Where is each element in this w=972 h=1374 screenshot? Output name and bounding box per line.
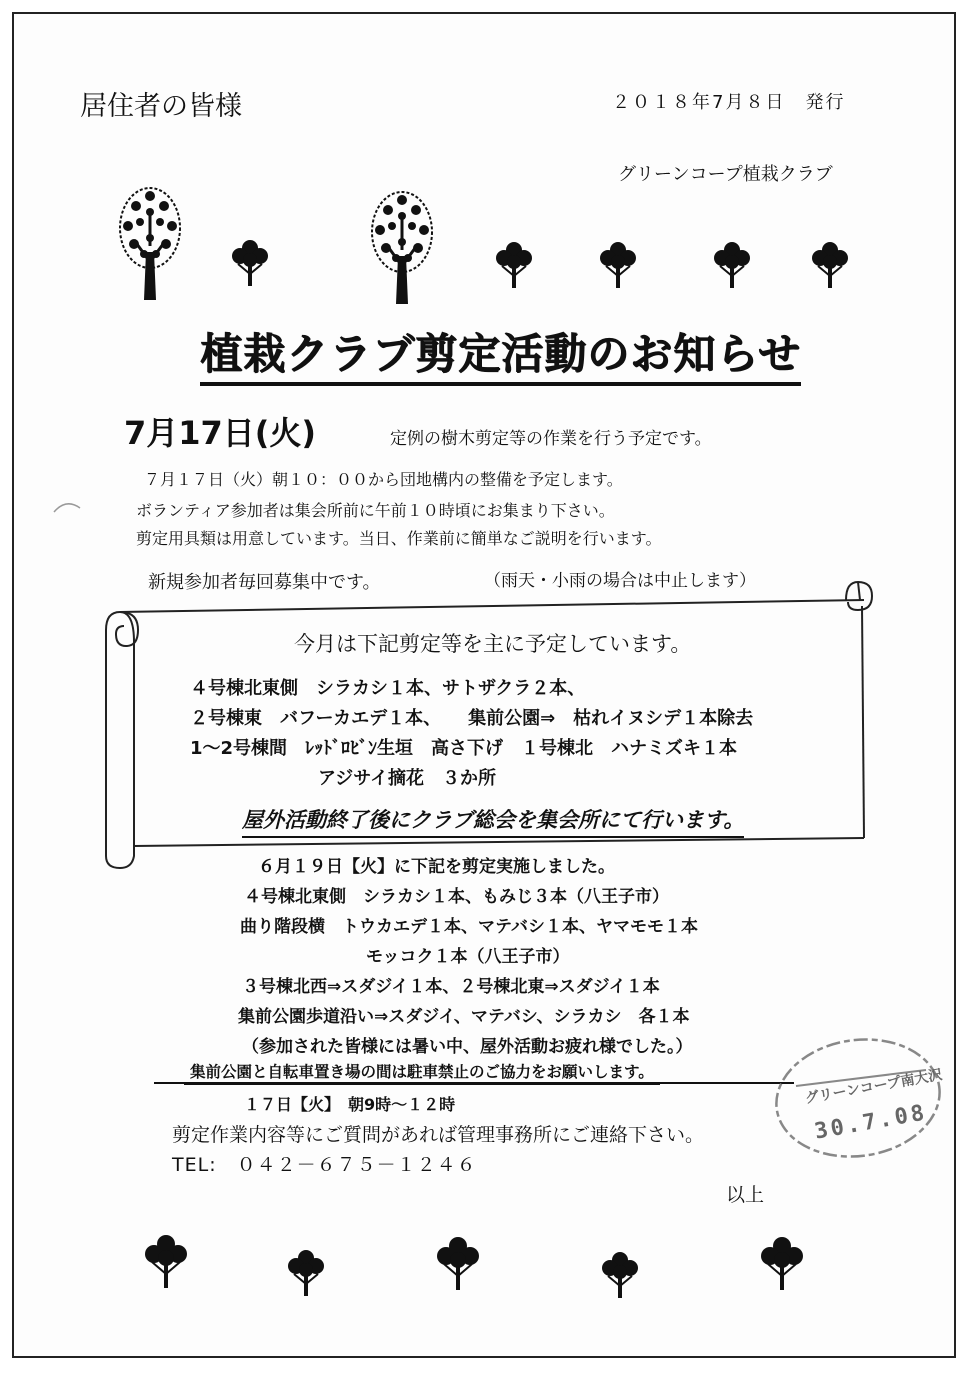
recipient: 居住者の皆様 <box>80 91 242 122</box>
issuer: グリーンコープ植栽クラブ <box>618 164 833 185</box>
plan-item: 1～2号棟間 ﾚｯﾄﾞﾛﾋﾞﾝ生垣 高さ下げ １号棟北 ハナミズキ１本 <box>190 738 738 759</box>
stamp-date: 30.7.08 <box>812 1100 930 1145</box>
meeting-notice: 屋外活動終了後にクラブ総会を集会所にて行います。 <box>242 804 744 838</box>
done-line: モッコク１本（八王子市） <box>366 947 570 967</box>
telephone: TEL: ０４２－６７５－１２４６ <box>172 1154 477 1176</box>
tree-icon <box>598 1246 642 1300</box>
tree-icon <box>492 236 536 290</box>
tree-icon <box>758 1232 806 1292</box>
page-title: 植栽クラブ剪定活動のお知らせ <box>200 326 801 386</box>
done-line: ４号棟北東側 シラカシ１本、もみじ３本（八王子市） <box>244 887 669 907</box>
tree-icon <box>434 1232 482 1292</box>
done-line: （参加された皆様には暑い中、屋外活動お疲れ様でした。） <box>242 1037 693 1057</box>
tree-icon <box>228 234 272 288</box>
plan-item: ２号棟東 バフーカエデ１本、 集前公園⇒ 枯れイヌシデ１本除去 <box>190 708 754 729</box>
recruit-note: 新規参加者毎回募集中です。 <box>148 572 381 593</box>
closing: 以上 <box>726 1184 765 1206</box>
hole-punch-mark <box>52 498 82 514</box>
tree-icon <box>710 236 754 290</box>
tree-icon <box>110 182 190 300</box>
rain-note: （雨天・小雨の場合は中止します） <box>484 571 756 591</box>
done-line: ３号棟北西⇒スダジイ１本、２号棟北東⇒スダジイ１本 <box>242 977 660 997</box>
tree-icon <box>808 236 852 290</box>
plan-item: ４号棟北東側 シラカシ１本、サトザクラ２本、 <box>190 678 586 699</box>
parking-notice: 集前公園と自転車置き場の間は駐車禁止のご協力をお願いします。 <box>184 1060 660 1085</box>
tree-icon <box>142 1230 190 1290</box>
event-paragraph: ７月１７日（火）朝１０：００から団地構内の整備を予定します。 <box>144 470 623 489</box>
notice-sheet <box>12 12 956 1358</box>
plan-heading: 今月は下記剪定等を主に予定しています。 <box>294 632 692 656</box>
done-line: ６月１９日【火】に下記を剪定実施しました。 <box>258 857 615 877</box>
contact-note: 剪定作業内容等にご質問があれば管理事務所にご連絡下さい。 <box>172 1124 705 1146</box>
event-lead: 定例の樹木剪定等の作業を行う予定です。 <box>390 429 712 449</box>
plan-item: アジサイ摘花 ３か所 <box>318 768 497 789</box>
event-paragraph: 剪定用具類は用意しています。当日、作業前に簡単なご説明を行います。 <box>136 529 662 548</box>
tree-icon <box>362 186 442 304</box>
tree-icon <box>596 236 640 290</box>
issue-date: ２０１８年7月８日 発行 <box>612 92 846 113</box>
event-paragraph: ボランティア参加者は集会所前に午前１０時頃にお集まり下さい。 <box>136 501 615 520</box>
done-line: 集前公園歩道沿い⇒スダジイ、マテバシ、シラカシ 各１本 <box>238 1007 690 1027</box>
schedule: １７日【火】 朝9時～１２時 <box>244 1095 456 1114</box>
stamp-text: グリーンコープ南大沢 <box>803 1067 944 1107</box>
divider <box>154 1082 794 1084</box>
done-line: 曲り階段横 トウカエデ１本、マテバシ１本、ヤマモモ１本 <box>240 917 698 937</box>
event-date: 7月17日(火) <box>124 414 317 452</box>
tree-icon <box>284 1244 328 1298</box>
